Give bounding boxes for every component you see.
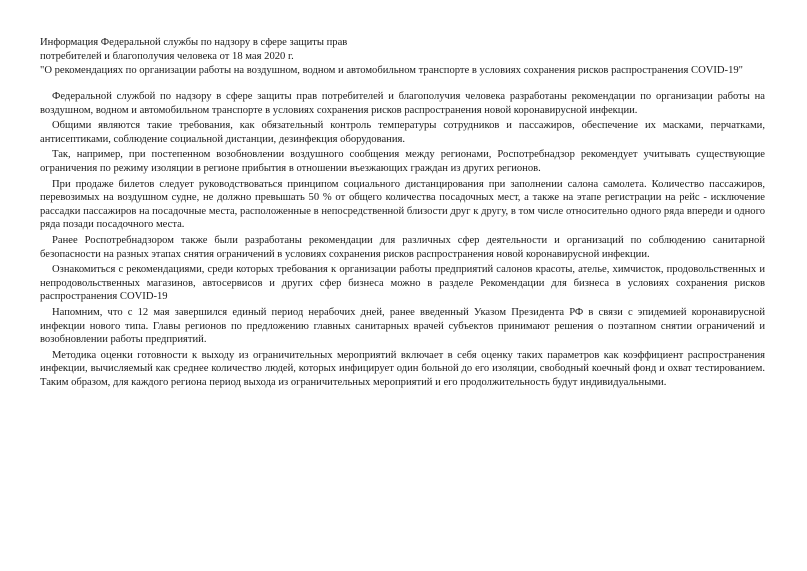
header-line-date: потребителей и благополучия человека от 18 мая 2020 г. (40, 51, 294, 62)
paragraph: Федеральной службой по надзору в сфере защиты прав потребителей и благополучия человека разработаны рекомендации по организации работы на воздушном, водном и автомобильном транспорте в условиях сохранения рисков распространения новой коронавирусной инфекции. (40, 91, 765, 116)
paragraph: Методика оценки готовности к выходу из ограничительных мероприятий включает в себя оценку таких параметров как коэффициент распространения инфекции, вычисляемый как среднее количество людей, которых инфицирует один больной до его изоляции, свободный коечный фонд и охват тестированием. Таким образом, для каждого региона период выхода из ограничительных мероприятий и его продолжительность будут индивидуальными. (40, 349, 765, 388)
paragraph: Общими являются такие требования, как обязательный контроль температуры сотрудников и пассажиров, обеспечение их масками, перчатками, антисептиками, соблюдение социальной дистанции, дезинфекция оборудования. (40, 120, 765, 145)
header-line-title: "О рекомендациях по организации работы на воздушном, водном и автомобильном транспорте в условиях сохранения рисков распространения COVID-19" (40, 65, 743, 76)
paragraph: Так, например, при постепенном возобновлении воздушного сообщения между регионами, Роспотребнадзор рекомендует учитывать существующие ограничения по режиму изоляции в регионе прибытия в отношении въезжающих граждан из других регионов. (40, 149, 765, 174)
paragraph: Ранее Роспотребнадзором также были разработаны рекомендации для различных сфер деятельности и организаций по соблюдению санитарной безопасности на разных этапах снятия ограничений в условиях сохранения рисков распространения новой коронавирусной инфекции. (40, 234, 765, 260)
document-page (40, 36, 765, 391)
paragraph: Ознакомиться с рекомендациями, среди которых требования к организации работы предприятий салонов красоты, ателье, химчисток, продовольственных и непродовольственных магазинов, автосервисов и других сфер бизнеса можно в разделе Рекомендации для бизнеса в условиях сохранения рисков распространения COVID-19 (40, 264, 765, 303)
paragraph: Напомним, что с 12 мая завершился единый период нерабочих дней, ранее введенный Указом Президента РФ в связи с эпидемией коронавирусной инфекции нового типа. Главы регионов по предложению главных санитарных врачей субъектов принимают решения о поэтапном снятии ограничений и возобновлении работы предприятий. (40, 306, 765, 346)
document-body (40, 90, 765, 389)
document-header (40, 36, 765, 78)
header-line-agency: Информация Федеральной службы по надзору в сфере защиты прав (40, 37, 348, 48)
paragraph: При продаже билетов следует руководствоваться принципом социального дистанцирования при заполнении салона самолета. Количество пассажиров, перевозимых на воздушном судне, не должно превышать 50 % от общего количества посадочных мест, а также на этапе регистрации на рейс - исключение рассадки пассажиров на посадочные места, расположенные в непосредственной близости друг к другу, в том числе относительно одного ряда впереди и одного ряда позади посадочного места. (40, 178, 765, 231)
